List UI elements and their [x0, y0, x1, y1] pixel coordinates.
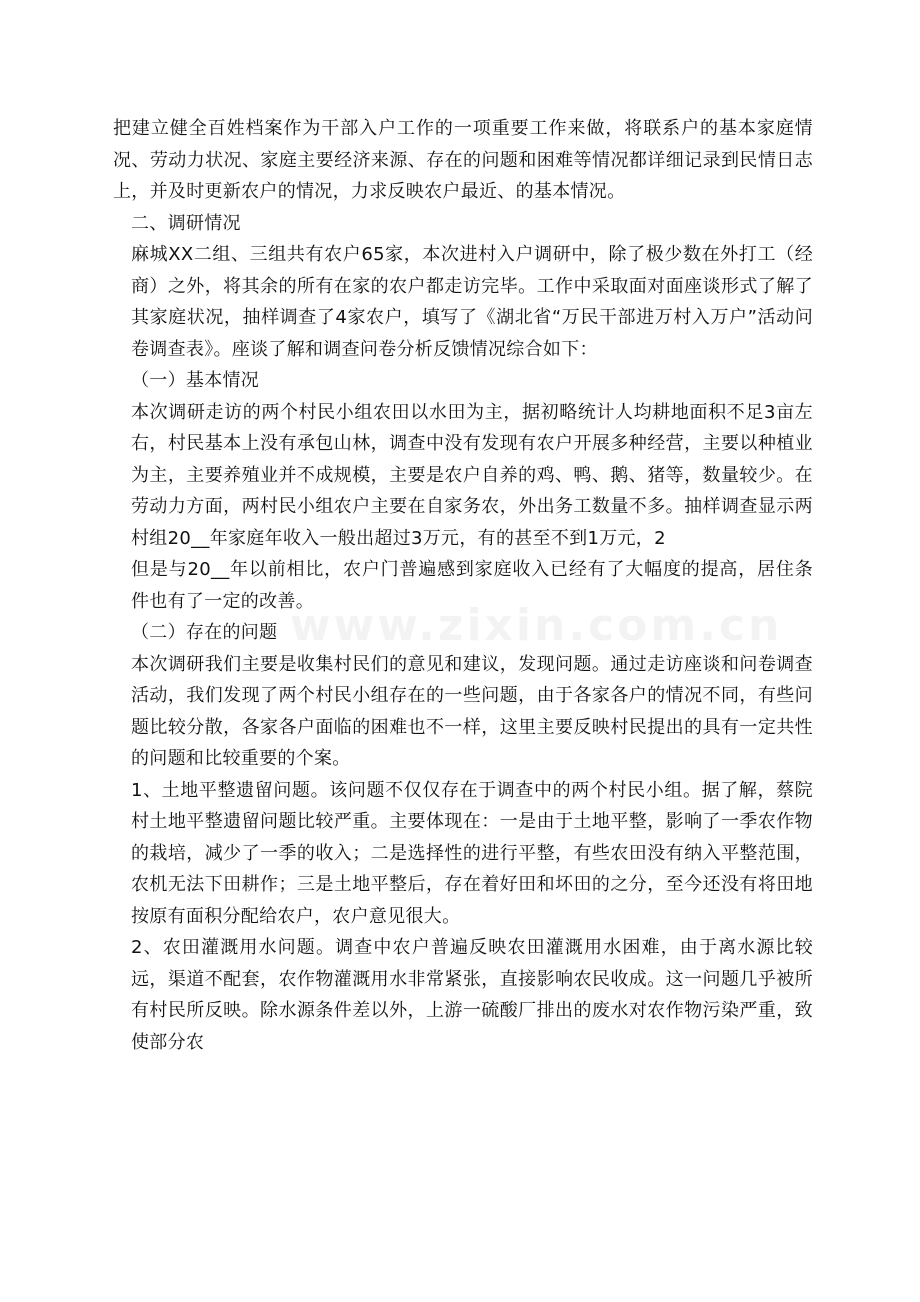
- paragraph-survey-overview: 麻城XX二组、三组共有农户65家，本次进村入户调研中，除了极少数在外打工（经商）之外，将其余的所有在家的农户都走访完毕。工作中采取面对面座谈形式了解了其家庭状况，抽样调查了4家农户，填写了《湖北省“万民干部进万村入万户”活动问卷调查表》。座谈了解和调查问卷分析反馈情况综合如下：: [131, 244, 813, 360]
- paragraph-income-comparison: 但是与20__年以前相比，农户门普遍感到家庭收入已经有了大幅度的提高，居住条件也有了一定的改善。: [131, 559, 813, 612]
- paragraph-irrigation-issue: 2、农田灌溉用水问题。调查中农户普遍反映农田灌溉用水困难，由于离水源比较远，渠道不配套，农作物灌溉用水非常紧张，直接影响农民收成。这一问题几乎被所有村民所反映。除水源条件差以外，上游一硫酸厂排出的废水对农作物污染严重，致使部分农: [131, 937, 813, 1053]
- heading-existing-problems: （二）存在的问题: [131, 622, 278, 643]
- paragraph-archive-work: 把建立健全百姓档案作为干部入户工作的一项重要工作来做，将联系户的基本家庭情况、劳动力状况、家庭主要经济来源、存在的问题和困难等情况都详细记录到民情日志上，并及时更新农户的情况，力求反映农户最近、的基本情况。: [113, 118, 813, 202]
- document-body: [113, 113, 813, 1058]
- paragraph-land-leveling-issue: 1、土地平整遗留问题。该问题不仅仅存在于调查中的两个村民小组。据了解，蔡院村土地平整遗留问题比较严重。主要体现在：一是由于土地平整，影响了一季农作物的栽培，减少了一季的收入；二是选择性的进行平整，有些农田没有纳入平整范围，农机无法下田耕作；三是土地平整后，存在着好田和坏田的之分，至今还没有将田地按原有面积分配给农户，农户意见很大。: [131, 779, 813, 927]
- paragraph-problems-intro: 本次调研我们主要是收集村民们的意见和建议，发现问题。通过走访座谈和问卷调查活动，我们发现了两个村民小组存在的一些问题，由于各家各户的情况不同，有些问题比较分散，各家各户面临的困难也不一样，这里主要反映村民提出的具有一定共性的问题和比较重要的个案。: [131, 653, 813, 769]
- heading-basic-situation: （一）基本情况: [131, 370, 260, 391]
- heading-survey-situation: 二、调研情况: [131, 212, 241, 234]
- paragraph-basic-situation: 本次调研走访的两个村民小组农田以水田为主，据初略统计人均耕地面积不足3亩左右，村民基本上没有承包山林，调查中没有发现有农户开展多种经营，主要以种植业为主，主要养殖业并不成规模，主要是农户自养的鸡、鸭、鹅、猪等，数量较少。在劳动力方面，两村民小组农户主要在自家务农，外出务工数量不多。抽样调查显示两村组20__年家庭年收入一般出超过3万元，有的甚至不到1万元，2: [131, 401, 813, 549]
